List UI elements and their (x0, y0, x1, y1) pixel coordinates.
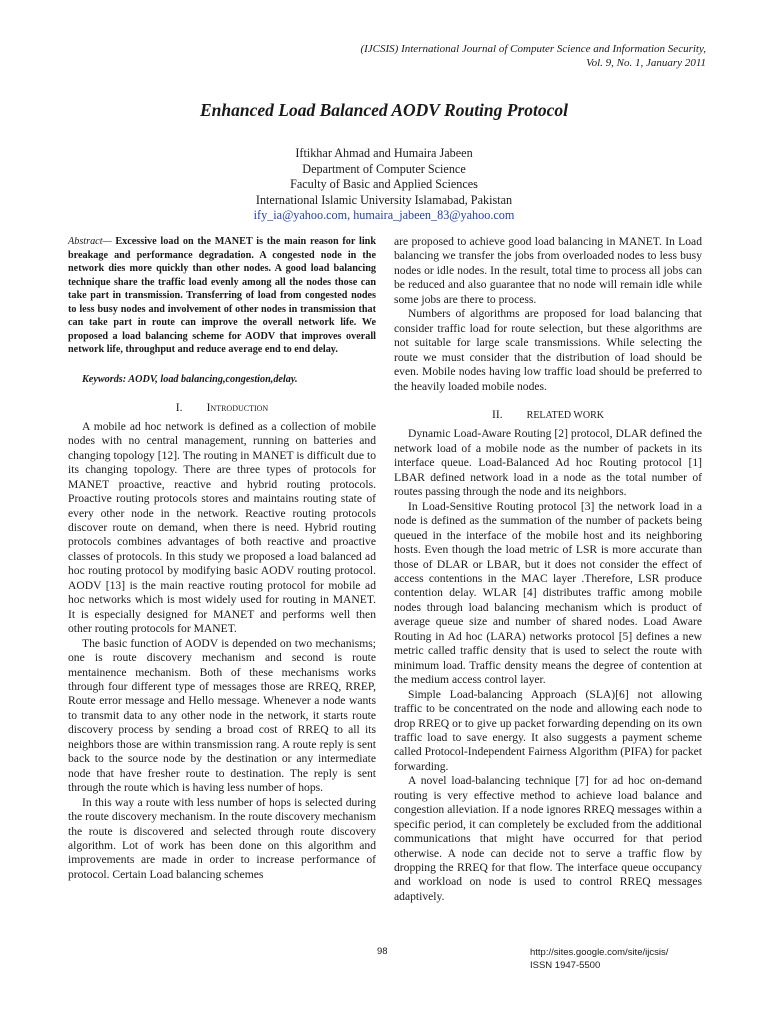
author-block (0, 146, 768, 224)
issn: ISSN 1947-5500 (530, 960, 601, 971)
author-department: Department of Computer Science (302, 161, 466, 176)
paragraph: Simple Load-balancing Approach (SLA)[6] not allowing traffic to be concentrated on the node and allowing each node to drop RREQ or to give up packet forwarding depending on its own traffic load to save energy. It also suggests a payment scheme called Protocol-Independent Fairness Algorithm (PIFA) for packet forwarding. (394, 687, 702, 773)
right-column (394, 235, 702, 904)
paragraph: are proposed to achieve good load balancing in MANET. In Load balancing we transfer the jobs from overloaded nodes to less busy nodes or idle nodes. In the result, total time to process all jobs can be reduced and also guarantee that no node will remain idle while some jobs are there to process. (394, 235, 702, 306)
author-emails[interactable]: ify_ia@yahoo.com, humaira_jabeen_83@yahoo.com (253, 208, 515, 222)
abstract-label: Abstract— (68, 236, 112, 247)
section-number: I. (175, 401, 183, 415)
section-heading-introduction (68, 401, 376, 415)
paragraph: A novel load-balancing technique [7] for ad hoc on-demand routing is very effective method to achieve load balance and congestion alleviation. If a node ignores RREQ messages within a specific period, it can completely be excluded from the additional communications that might have occurred for that period otherwise. A node can decide not to serve a traffic flow by dropping the RREQ for that flow. The interface queue occupancy and workload on node is used to control RREQ messages adaptively. (394, 774, 702, 903)
left-column (68, 235, 376, 882)
paragraph: Dynamic Load-Aware Routing [2] protocol, DLAR defined the network load of a mobile node as the number of packets in its interface queue. Load-Balanced Ad hoc Routing protocol [1] LBAR defined network load in a node as the total number of routes passing through the node and its neighbors. (394, 427, 702, 499)
section-number: II. (492, 407, 503, 421)
section-title: Introduction (206, 401, 269, 415)
abstract-text: Excessive load on the MANET is the main reason for link breakage and performance degradation. A congested node in the network dies more quickly than other nodes. A good load balancing technique share the traffic load evenly among all the nodes those can take part in transmission. Transferring of load from congested nodes to less busy nodes and involvement of other nodes in transmission that can take part in route can improve the overall network life. We proposed a load balancing scheme for AODV that improves overall network life, throughput and reduce average end to end delay. (68, 236, 376, 356)
paper-title: Enhanced Load Balanced AODV Routing Protocol (199, 100, 569, 120)
paragraph: The basic function of AODV is depended on two mechanisms; one is route discovery mechanism and second is route mentainence mechanism. Both of these mechanisms works through four different type of messages those are RREQ, RREP, Route error message and Hello message. Whenever a node wants to transmit data to any other node in the network, it starts route discovery process by sending a broad cost of RREQ to all its neighbors those are within transmission rang. A route reply is sent back to the source node by the destination or any intermediate node that have fresher route to destination. The reply is sent through the route which is having less number of hops. (68, 636, 376, 795)
paragraph: Numbers of algorithms are proposed for load balancing that consider traffic load for route selection, but these algorithms are not suitable for large scale transmissions. While selecting the route we must consider that the distribution of load should be even. Mobile nodes having low traffic load should be preferred to the heavily loaded mobile nodes. (394, 307, 702, 393)
author-faculty: Faculty of Basic and Applied Sciences (290, 177, 478, 191)
paragraph: In Load-Sensitive Routing protocol [3] the network load in a node is defined as the summation of the number of packets being queued in the interface of the mobile host and its neighboring hosts. Even though the load metric of LSR is more accurate than those of DLAR or LBAR, but it does not consider the effect of access contentions in the MAC layer .Therefore, LSR produce contention delay. WLAR [4] distributes traffic among mobile nodes through load balancing mechanism which is product of average queue size and number of shared nodes. Load Aware Routing in Ad hoc (LARA) networks protocol [5] defines a new metric called traffic density that is used to select the route with minimum load. Traffic density means the degree of contention at the medium access control layer. (394, 499, 702, 687)
journal-volume: Vol. 9, No. 1, January 2011 (586, 57, 706, 69)
journal-url[interactable]: http://sites.google.com/site/ijcsis/ (530, 947, 669, 958)
journal-name: (IJCSIS) International Journal of Computer Science and Information Security, (360, 43, 706, 55)
page-number: 98 (377, 946, 388, 957)
journal-header (360, 42, 706, 70)
author-names: Iftikhar Ahmad and Humaira Jabeen (295, 146, 473, 160)
paragraph: A mobile ad hoc network is defined as a collection of mobile nodes with no central management, running on batteries and changing topology [12]. The routing in MANET is difficult due to its changing topology. There are three types of protocols for MANET proactive, reactive and hybrid routing protocols. Proactive routing protocols stores and maintains routing state of every other node in the network. Reactive routing protocols discover route on demand, when there is need. Hybrid routing protocols combines advantages of both reactive and proactive classes of protocols. In this study we proposed a load balanced ad hoc routing protocol by modifying basic AODV routing protocol. AODV [13] is the main reactive routing protocol for mobile ad hoc networks which is most widely used for routing in MANET. It is especially designed for MANET and performs well then other routing protocols for MANET. (68, 419, 376, 636)
section-heading-related-work (394, 408, 702, 423)
keywords: Keywords: AODV, load balancing,congestion,delay. (82, 373, 298, 385)
author-university: International Islamic University Islamabad, Pakistan (255, 192, 513, 207)
abstract (68, 235, 376, 357)
paragraph: In this way a route with less number of hops is selected during the route discovery mechanism. In the route discovery mechanism the route is discovered and selected through route discovery algorithm. Lot of work has been done on this algorithm and improvements are made in order to increase performance of protocol. Certain Load balancing schemes (68, 795, 376, 881)
footer-info (530, 946, 668, 972)
section-title: RELATED WORK (526, 409, 604, 421)
